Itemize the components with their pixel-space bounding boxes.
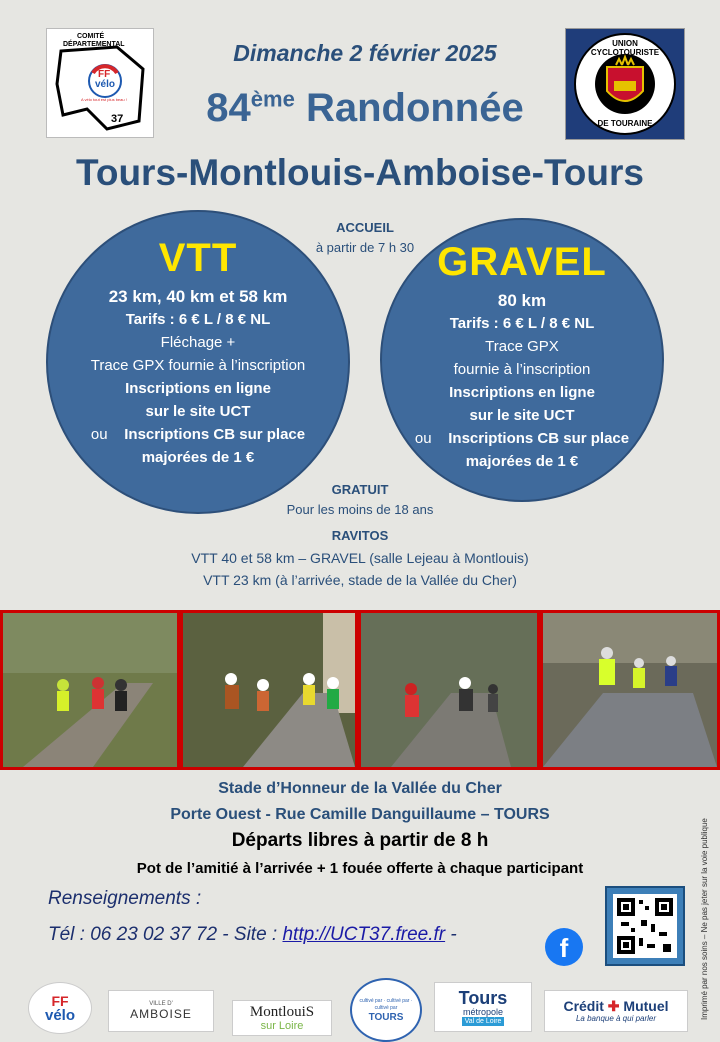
logo-slogan: A vélo tout est plus beau ! <box>81 97 127 102</box>
credit-mutuel-logo <box>544 990 688 1032</box>
gratuit-title: GRATUIT <box>331 482 389 497</box>
vtt-distances: 23 km, 40 km et 58 km <box>108 287 288 306</box>
vtt-line4: sur le site UCT <box>145 403 251 420</box>
contact-line <box>48 924 457 946</box>
uct-logo <box>565 28 685 140</box>
gravel-tarifs: Tarifs : 6 € L / 8 € NL <box>449 315 595 332</box>
accueil-time: à partir de 7 h 30 <box>315 240 415 255</box>
sponsor-amboise-small: VILLE D' <box>149 1001 173 1007</box>
montlouis-sponsor-logo <box>232 1000 332 1036</box>
gravel-line3: Inscriptions en ligne <box>449 384 595 401</box>
sponsor-ff: FF <box>51 992 69 1009</box>
ravitos-line1: VTT 40 et 58 km – GRAVEL (salle Lejeau à Montlouis) <box>191 550 529 566</box>
tours-metropole-logo <box>434 982 532 1032</box>
gravel-line5-row <box>382 427 662 450</box>
sponsor-cultive: cultivé par · cultivé par · cultivé par <box>359 997 413 1011</box>
gravel-ou: ou <box>414 430 432 447</box>
location-line2: Porte Ouest - Rue Camille Danguillaume – TOURS <box>170 806 550 823</box>
site-link[interactable]: http://UCT37.free.fr <box>282 924 446 945</box>
location-line1: Stade d’Honneur de la Vallée du Cher <box>218 780 502 797</box>
sponsor-tours: Tours <box>458 987 508 1008</box>
gravel-line6: majorées de 1 € <box>465 453 579 470</box>
logo-comite-line1: COMITÉ <box>77 33 105 40</box>
facebook-icon[interactable]: f <box>545 928 583 966</box>
sponsor-val-de-loire: Val de Loire <box>462 1017 505 1026</box>
sponsor-montlouis-sub: sur Loire <box>260 1019 304 1032</box>
qr-code[interactable] <box>605 886 685 966</box>
vtt-ou: ou <box>90 426 108 443</box>
cyclists-photo-2 <box>180 610 358 770</box>
contact-tel: Tél : 06 23 02 37 72 - Site : <box>48 924 283 945</box>
vtt-line6: majorées de 1 € <box>141 449 255 466</box>
cyclists-photo-4 <box>540 610 720 770</box>
gravel-line1: Trace GPX <box>485 338 559 355</box>
ravitos-line2: VTT 23 km (à l’arrivée, stade de la Vallée du Cher) <box>203 572 517 588</box>
sponsor-cultive-center: TOURS <box>368 1011 404 1023</box>
vtt-line1: Fléchage + <box>160 334 236 351</box>
logo-number: 37 <box>111 113 124 125</box>
sponsor-amboise: AMBOISE <box>130 1007 192 1021</box>
vtt-line5-row <box>48 423 348 446</box>
amboise-sponsor-logo <box>108 990 214 1032</box>
vtt-line3: Inscriptions en ligne <box>125 380 271 397</box>
edition-title <box>160 86 570 131</box>
gravel-line4: sur le site UCT <box>469 407 575 424</box>
ffvelo-sponsor-logo <box>28 982 92 1034</box>
vtt-line5: Inscriptions CB sur place <box>124 426 306 443</box>
vtt-tarifs: Tarifs : 6 € L / 8 € NL <box>125 311 271 328</box>
gratuit-text: Pour les moins de 18 ans <box>286 502 434 517</box>
uct-logo-top-text: UNION CYCLOTOURISTE <box>590 39 660 57</box>
vtt-line2: Trace GPX fournie à l’inscription <box>90 357 306 374</box>
route-title: Tours-Montlouis-Amboise-Tours <box>76 152 644 193</box>
cyclists-photo-1 <box>0 610 180 770</box>
logo-ff-text: FF <box>98 69 111 80</box>
gravel-circle <box>380 218 664 502</box>
logo-velo-text: vélo <box>95 79 116 90</box>
sponsor-banque: La banque à qui parler <box>575 1014 657 1023</box>
contact-suffix: - <box>445 924 457 945</box>
logo-comite-line2: DÉPARTEMENTAL <box>63 41 125 48</box>
edition-number: 84 <box>206 86 251 130</box>
comite-departemental-logo <box>46 28 154 138</box>
vtt-circle <box>46 210 350 514</box>
ravitos-title: RAVITOS <box>331 528 389 543</box>
cultive-par-tours-logo <box>350 978 422 1042</box>
event-date: Dimanche 2 février 2025 <box>233 40 497 66</box>
sponsor-velo: vélo <box>44 1006 75 1024</box>
uct-logo-bottom-text: DE TOURAINE <box>597 119 653 128</box>
accueil-title: ACCUEIL <box>336 220 394 235</box>
gravel-title: GRAVEL <box>437 240 607 284</box>
sponsor-credit: Crédit <box>563 998 604 1014</box>
cyclists-photo-3 <box>358 610 540 770</box>
sponsor-montlouis: MontlouiS <box>249 1003 315 1020</box>
departs-text: Départs libres à partir de 8 h <box>231 830 489 851</box>
gravel-distances: 80 km <box>497 291 547 310</box>
credit-mutuel-name: Crédit ✚ Mutuel <box>563 998 669 1014</box>
contact-title: Renseignements : <box>48 888 202 909</box>
edition-suffix: ème <box>250 86 295 112</box>
sponsor-mutuel: Mutuel <box>623 998 669 1014</box>
pot-text: Pot de l’amitié à l’arrivée + 1 fouée offerte à chaque participant <box>136 860 584 877</box>
sponsor-metropole: métropole <box>462 1006 504 1017</box>
edition-word: Randonnée <box>305 86 524 130</box>
side-note: Imprimé par nos soins – Ne pas jeter sur la voie publique <box>700 818 709 1020</box>
gravel-line2: fournie à l’inscription <box>453 361 591 378</box>
vtt-title: VTT <box>158 236 238 280</box>
gravel-line5: Inscriptions CB sur place <box>448 430 630 447</box>
